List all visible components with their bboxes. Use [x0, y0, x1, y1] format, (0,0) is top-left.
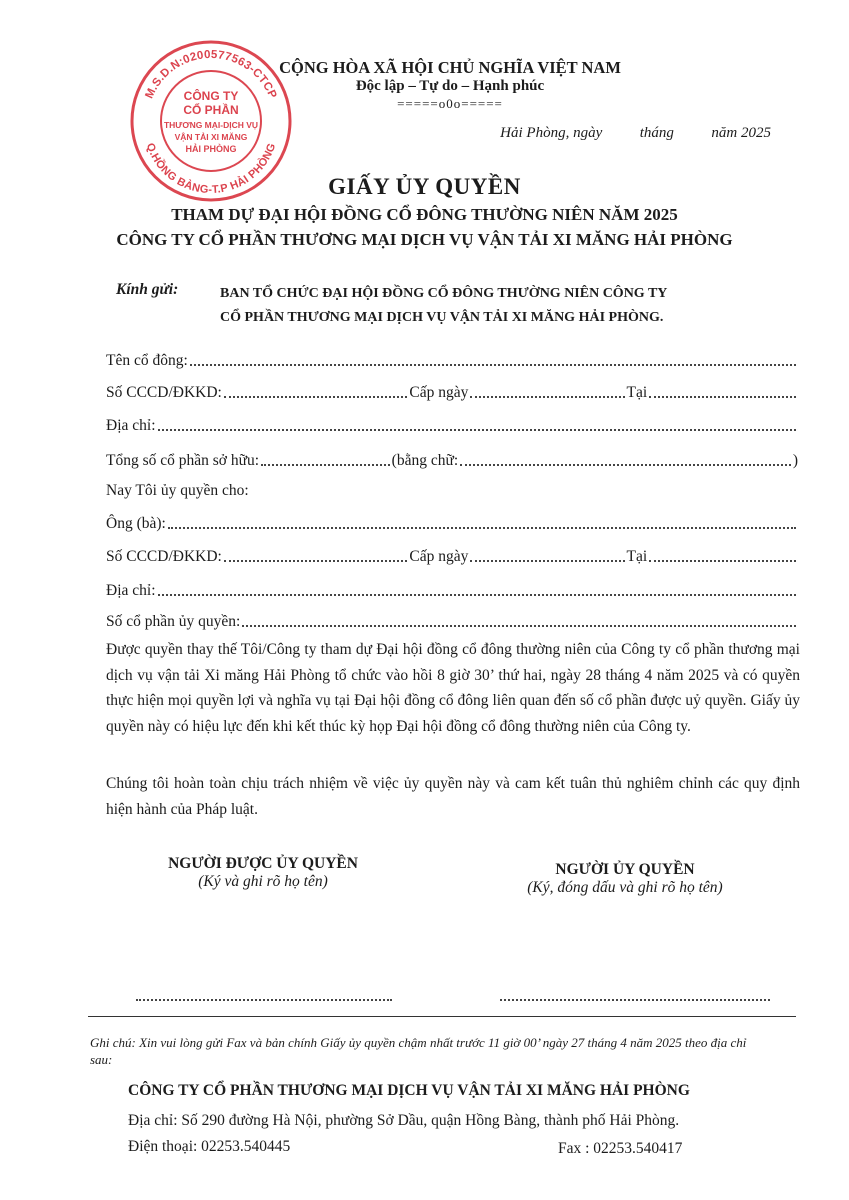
footer-phone: Điện thoại: 02253.540445 [128, 1138, 291, 1155]
proxy-shares-field[interactable] [106, 611, 798, 631]
document-title: GIẤY ỦY QUYỀN [328, 174, 521, 199]
date-place: Hải Phòng, ngày [500, 125, 603, 141]
proxy-name-field[interactable] [106, 513, 798, 533]
proxy-signature-note: (Ký và ghi rõ họ tên) [198, 873, 328, 890]
total-shares-label: Tổng số cổ phần sở hữu: [106, 452, 260, 469]
shareholder-name-field[interactable] [106, 350, 798, 370]
footer-address: Địa chỉ: Số 290 đường Hà Nội, phường Sở Dầu, quận Hồng Bàng, thành phố Hải Phòng. [128, 1112, 680, 1129]
document-subtitle-1: THAM DỰ ĐẠI HỘI ĐỒNG CỔ ĐÔNG THƯỜNG NIÊN NĂM 2025 [171, 205, 678, 224]
proxy-name-label: Ông (bà): [106, 515, 166, 532]
footer-note: Ghi chú: Xin vui lòng gửi Fax và bản chính Giấy ủy quyền chậm nhất trước 11 giờ 00’ ngày 27 tháng 4 năm 2025 theo địa chỉ sau: [90, 1035, 747, 1067]
close-paren: ) [792, 452, 798, 469]
shareholder-id-blank[interactable] [224, 396, 408, 398]
proxy-address-field[interactable] [106, 580, 798, 600]
motto: Độc lập – Tự do – Hạnh phúc [355, 78, 545, 94]
header-separator: =====o0o===== [397, 96, 503, 111]
proxy-shares-label: Số cổ phần ủy quyền: [106, 613, 241, 630]
proxy-id-label: Số CCCD/ĐKKD: [106, 548, 222, 565]
footer-company: CÔNG TY CỔ PHẦN THƯƠNG MẠI DỊCH VỤ VẬN TẢI XI MĂNG HẢI PHÒNG [128, 1082, 690, 1099]
shareholder-id-field[interactable] [106, 382, 798, 402]
footer-divider [88, 1016, 796, 1017]
date-line [500, 125, 771, 142]
proxy-issue-date-label: Cấp ngày [409, 548, 469, 565]
grantor-signature-title: NGƯỜI ỦY QUYỀN [555, 861, 695, 878]
shareholder-issue-place-label: Tại [626, 384, 648, 401]
seal-line-4: VẬN TẢI XI MĂNG [174, 132, 248, 142]
seal-line-2: CỔ PHẦN [183, 103, 239, 117]
proxy-shares-blank[interactable] [242, 625, 796, 627]
proxy-issue-place-label: Tại [626, 548, 648, 565]
nation-heading: CỘNG HÒA XÃ HỘI CHỦ NGHĨA VIỆT NAM [279, 58, 621, 77]
total-shares-field[interactable] [106, 450, 798, 470]
recipient-line-1: BAN TỔ CHỨC ĐẠI HỘI ĐỒNG CỔ ĐÔNG THƯỜNG NIÊN CÔNG TY [220, 286, 668, 301]
authorize-to-line [106, 480, 798, 500]
proxy-signature-line[interactable] [136, 999, 392, 1001]
shareholder-issue-date-blank[interactable] [470, 396, 624, 398]
shareholder-address-label: Địa chỉ: [106, 417, 156, 434]
grantor-signature-line[interactable] [500, 999, 770, 1001]
proxy-id-field[interactable] [106, 546, 798, 566]
total-shares-words-blank[interactable] [460, 464, 791, 466]
footer-fax: Fax : 02253.540417 [558, 1140, 683, 1157]
shareholder-issue-date-label: Cấp ngày [409, 384, 469, 401]
proxy-signature-block [128, 855, 398, 891]
shareholder-address-blank[interactable] [158, 429, 797, 431]
proxy-issue-date-blank[interactable] [470, 560, 624, 562]
authorize-to-label: Nay Tôi ủy quyền cho: [106, 482, 249, 499]
document-subtitle-2: CÔNG TY CỔ PHẦN THƯƠNG MẠI DỊCH VỤ VẬN TẢI XI MĂNG HẢI PHÒNG [116, 230, 733, 249]
shareholder-name-label: Tên cổ đông: [106, 352, 188, 369]
shareholder-name-blank[interactable] [190, 364, 796, 366]
proxy-signature-title: NGƯỜI ĐƯỢC ỦY QUYỀN [168, 855, 358, 872]
grantor-signature-block [490, 861, 760, 897]
shareholder-issue-place-blank[interactable] [649, 396, 796, 398]
seal-line-3: THƯƠNG MẠI-DỊCH VỤ [163, 120, 259, 130]
proxy-address-blank[interactable] [158, 594, 797, 596]
proxy-id-blank[interactable] [224, 560, 408, 562]
responsibility-paragraph: Chúng tôi hoàn toàn chịu trách nhiệm về việc ủy quyền này và cam kết tuân thủ nghiêm chỉnh các quy định hiện hành của Pháp luật. [106, 775, 800, 818]
recipient [220, 282, 740, 330]
date-year: năm 2025 [711, 125, 771, 141]
proxy-issue-place-blank[interactable] [649, 560, 796, 562]
seal-line-5: HẢI PHÒNG [185, 144, 237, 154]
seal-ring-top: M.S.D.N:0200577563-CTCP [143, 48, 279, 101]
proxy-address-label: Địa chỉ: [106, 582, 156, 599]
seal-line-1: CÔNG TY [183, 89, 239, 103]
recipient-label: Kính gửi: [116, 281, 179, 298]
shareholder-id-label: Số CCCD/ĐKKD: [106, 384, 222, 401]
shareholder-address-field[interactable] [106, 415, 798, 435]
proxy-name-blank[interactable] [168, 527, 796, 529]
grantor-signature-note: (Ký, đóng dấu và ghi rõ họ tên) [527, 879, 723, 896]
date-month: tháng [639, 125, 674, 141]
total-shares-blank[interactable] [261, 464, 390, 466]
total-shares-words-label: (bằng chữ: [391, 452, 459, 469]
authorization-paragraph: Được quyền thay thế Tôi/Công ty tham dự Đại hội đồng cổ đông thường niên của Công ty cổ phần thương mại dịch vụ vận tải Xi măng Hải Phòng tổ chức vào hồi 8 giờ 30’ thứ hai, ngày 28 tháng 4 năm 2025 và có quyền thực hiện mọi quyền lợi và nghĩa vụ tại Đại hội đồng cổ đông liên quan đến số cổ phần được uỷ quyền. Giấy ủy quyền này có hiệu lực đến khi kết thúc kỳ họp Đại hội đồng cổ đông thường niên của Công ty. [106, 641, 800, 735]
recipient-line-2: CỔ PHẦN THƯƠNG MẠI DỊCH VỤ VẬN TẢI XI MĂNG HẢI PHÒNG. [220, 310, 664, 325]
seal-ring-bottom: Q.HỒNG BÀNG-T.P HẢI PHÒNG [143, 141, 279, 197]
